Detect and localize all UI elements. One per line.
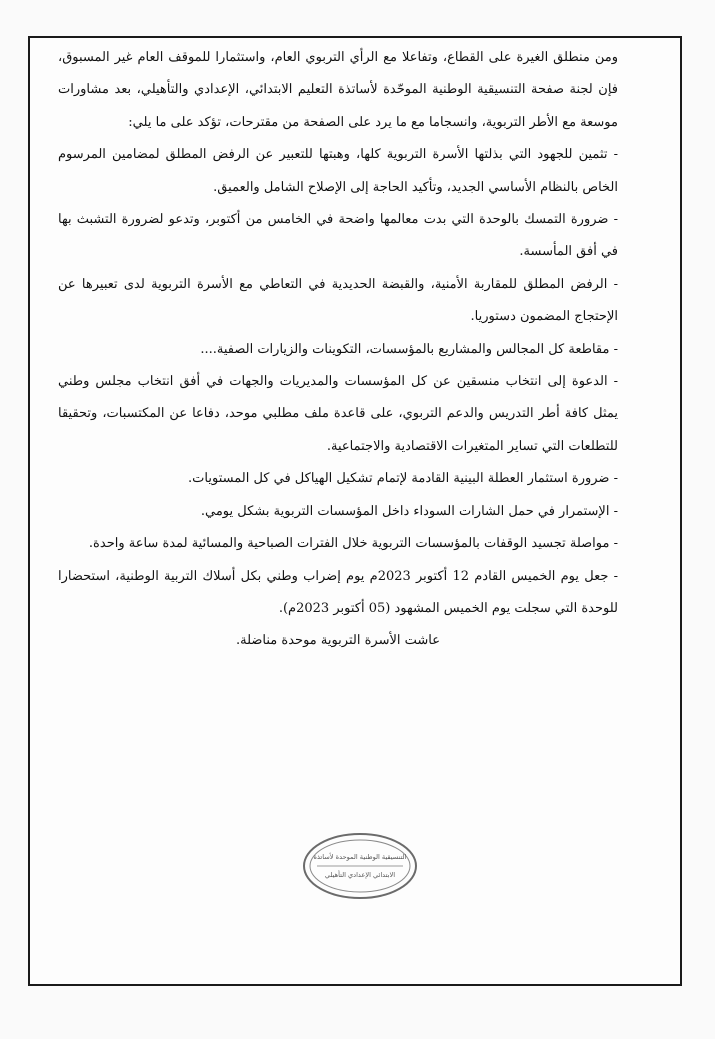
point-reject-security-approach: - الرفض المطلق للمقاربة الأمنية، والقبضة الحديدية في التعاطي مع الأسرة التربوية لدى تعبيرها عن الإحتجاج المضمون دستوريا. (58, 276, 618, 325)
point-use-holiday: - ضرورة استثمار العطلة البينية القادمة لإتمام تشكيل الهياكل في كل المستويات. (188, 471, 618, 487)
document-body (58, 42, 618, 658)
point-appreciation: - تثمين للجهود التي بذلتها الأسرة التربوية كلها، وهبتها للتعبير عن الرفض المطلق لمضامين المرسوم الخاص بالنظام الأساسي الجديد، وتأكيد الحاجة إلى الإصلاح الشامل والعميق. (58, 147, 618, 195)
closing-slogan: عاشت الأسرة التربوية موحدة مناضلة. (235, 633, 441, 649)
point-national-strike: - جعل يوم الخميس القادم 12 أكتوبر 2023م يوم إضراب وطني بكل أسلاك التربية الوطنية، استحضارا للوحدة التي سجلت يوم الخميس المشهود (05 أكتوبر 2023م). (58, 568, 618, 616)
organization-stamp (301, 831, 419, 901)
stamp-line-2: الابتدائي الإعدادي التأهيلي (324, 871, 396, 879)
point-boycott: - مقاطعة كل المجالس والمشاريع بالمؤسسات، التكوينات والزيارات الصفية.... (200, 341, 618, 357)
stamp-line-1: التنسيقية الوطنية الموحدة لأساتذة (313, 853, 407, 861)
intro-paragraph: ومن منطلق الغيرة على القطاع، وتفاعلا مع الرأي التربوي العام، واستثمارا للموقف العام غير المسبوق، فإن لجنة صفحة التنسيقية الوطنية الموحّدة لأساتذة التعليم الابتدائي، الإعدادي والتأهيلي، بعد مشاورات موسعة مع الأطر التربوية، وانسجاما مع ما يرد على الصفحة من مقترحات، تؤكد على ما يلي: (58, 50, 618, 130)
point-unity: - ضرورة التمسك بالوحدة التي بدت معالمها واضحة في الخامس من أكتوبر، وتدعو لضرورة التشبث بها في أفق المأسسة. (58, 212, 618, 260)
point-elect-coordinators: - الدعوة إلى انتخاب منسقين عن كل المؤسسات والمديريات والجهات في أفق انتخاب مجلس وطني يمثل كافة أطر التدريس والدعم التربوي، على قاعدة ملف مطلبي موحد، دفاعا عن المكتسبات، وتحقيقا للتطلعات التي تساير المتغيرات الاقتصادية والاجتماعية. (58, 374, 618, 454)
point-sit-ins: - مواصلة تجسيد الوقفات بالمؤسسات التربوية خلال الفترات الصباحية والمسائية لمدة ساعة واحدة. (88, 536, 618, 552)
point-black-badges: - الإستمرار في حمل الشارات السوداء داخل المؤسسات التربوية بشكل يومي. (200, 503, 618, 519)
stamp-icon (301, 831, 419, 901)
